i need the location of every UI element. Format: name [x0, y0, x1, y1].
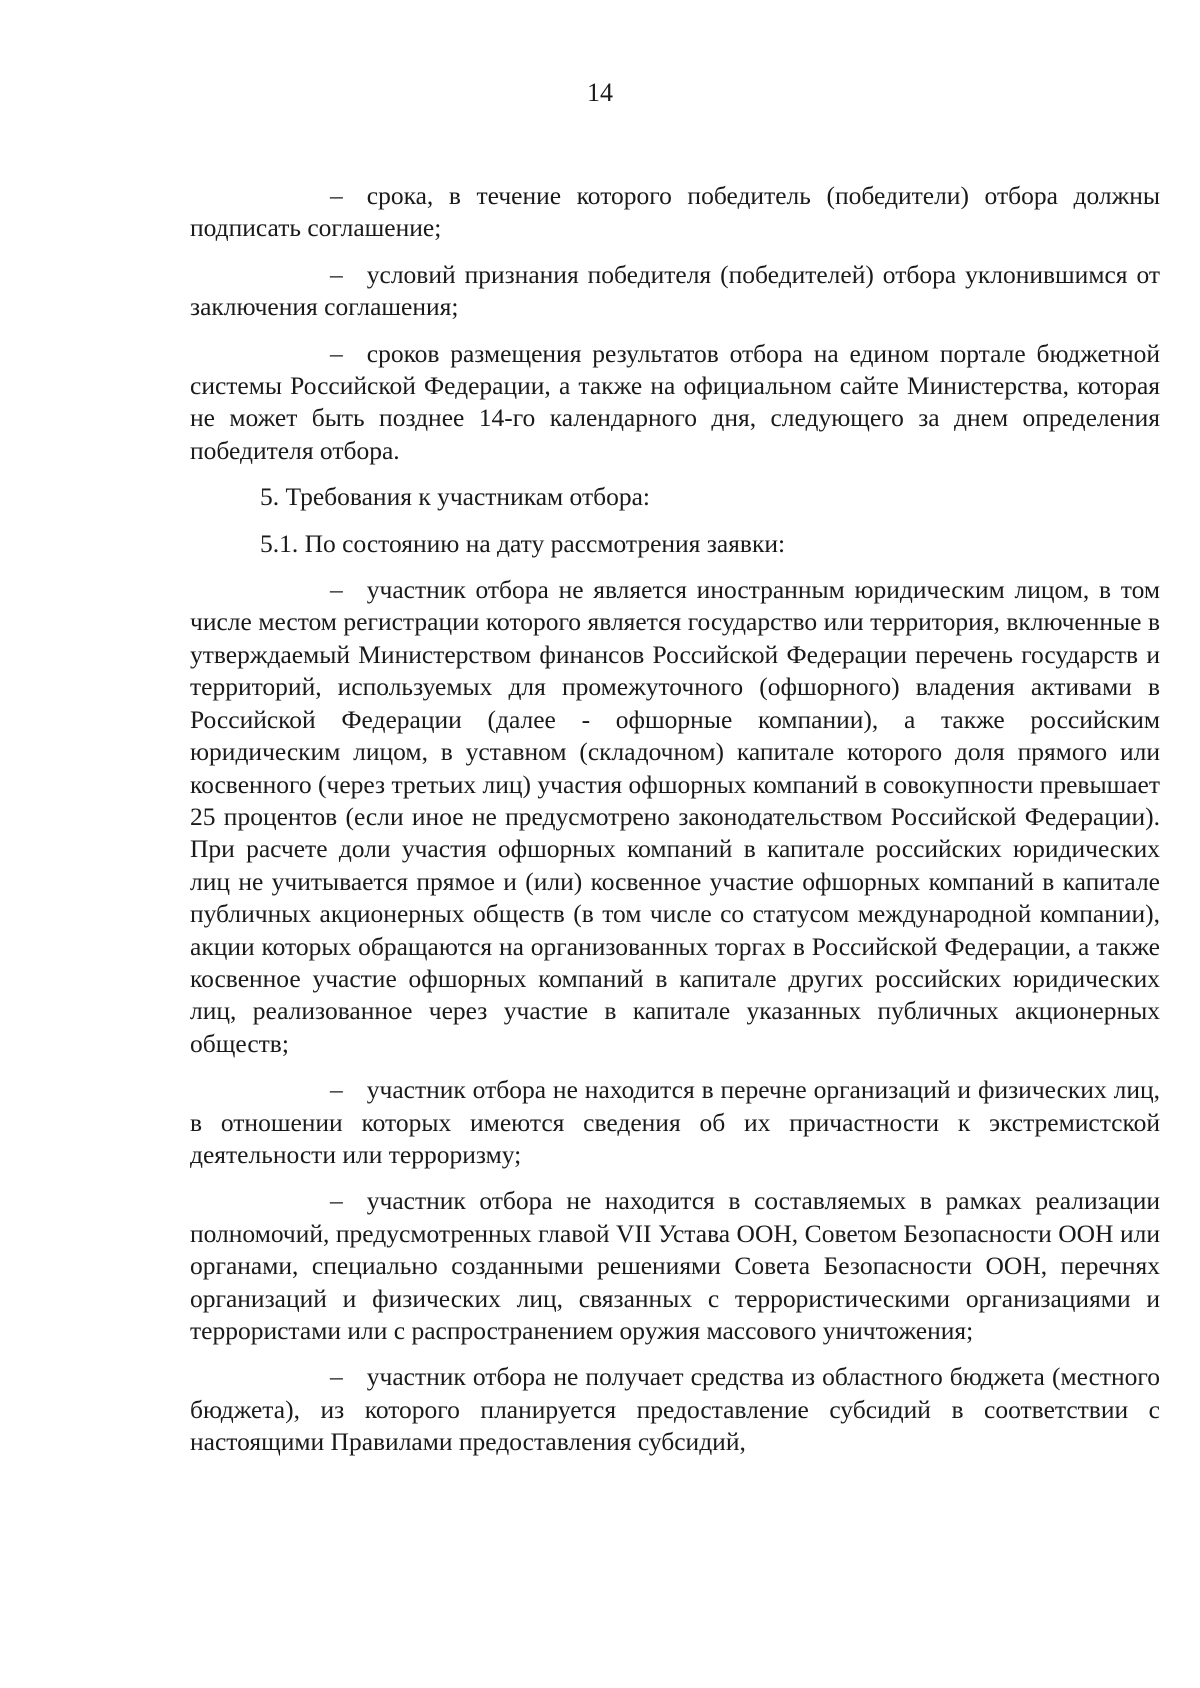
document-body — [190, 180, 1160, 1473]
list-dash: – — [330, 338, 343, 368]
list-dash: – — [330, 1075, 343, 1105]
paragraph-budget-funds — [190, 1361, 1160, 1458]
paragraph-offshore-requirement — [190, 574, 1160, 1060]
paragraph-text: условий признания победителя (победителей) отбора уклонившимся от заключения соглашения; — [190, 259, 1160, 322]
paragraph-text: участник отбора не находится в составляемых в рамках реализации полномочий, предусмотренных главой VII Устава ООН, Советом Безопасности ООН или органами, специально созданными решениями Совета Безопасности ООН, перечнях организаций и физических лиц, связанных с террористическими организациями и террористами или с распространением оружия массового уничтожения; — [190, 1186, 1160, 1345]
section-heading-requirements — [190, 481, 1160, 513]
paragraph-text: участник отбора не получает средства из областного бюджета (местного бюджета), из которого планируется предоставление субсидий в соответствии с настоящими Правилами предоставления субсидий, — [190, 1362, 1160, 1457]
paragraph-text: 5. Требования к участникам отбора: — [260, 482, 650, 512]
list-dash: – — [330, 1362, 343, 1392]
list-dash: – — [330, 259, 343, 289]
paragraph-extremism-list — [190, 1074, 1160, 1171]
subsection-heading-5-1 — [190, 528, 1160, 560]
page-number: 14 — [587, 78, 613, 107]
paragraph-evasion-conditions — [190, 259, 1160, 324]
paragraph-text: участник отбора не находится в перечне организаций и физических лиц, в отношении которых имеются сведения об их причастности к экстремистской деятельности или терроризму; — [190, 1075, 1160, 1169]
paragraph-text: срока, в течение которого победитель (победители) отбора должны подписать соглашение; — [190, 181, 1160, 243]
paragraph-signing-deadline — [190, 180, 1160, 245]
list-dash: – — [330, 181, 343, 210]
paragraph-results-publication — [190, 338, 1160, 468]
paragraph-text: участник отбора не является иностранным юридическим лицом, в том числе местом регистрации которого является государство или территория, включенные в утверждаемый Министерством финансов Российской Федерации перечень государств и территорий, используемых для промежуточного (офшорного) владения активами в Российской Федерации (далее - офшорные компании), а также российским юридическим лицом, в уставном (складочном) капитале которого доля прямого или косвенного (через третьих лиц) участия офшорных компаний в совокупности превышает 25 процентов (если иное не предусмотрено законодательством Российской Федерации). При расчете доли участия офшорных компаний в капитале российских юридических лиц не учитывается прямое и (или) косвенное участие офшорных компаний в капитале публичных акционерных обществ (в том числе со статусом международной компании), акции которых обращаются на организованных торгах в Российской Федерации, а также косвенное участие офшорных компаний в капитале других российских юридических лиц, реализованное через участие в капитале указанных публичных акционерных обществ; — [190, 575, 1160, 1058]
list-dash: – — [330, 1186, 343, 1216]
paragraph-un-security-council-list — [190, 1185, 1160, 1347]
list-dash: – — [330, 575, 343, 605]
paragraph-text: сроков размещения результатов отбора на едином портале бюджетной системы Российской Федерации, а также на официальном сайте Министерства, которая не может быть позднее 14-го календарного дня, следующего за днем определения победителя отбора. — [190, 338, 1160, 465]
paragraph-text: 5.1. По состоянию на дату рассмотрения заявки: — [260, 528, 786, 558]
